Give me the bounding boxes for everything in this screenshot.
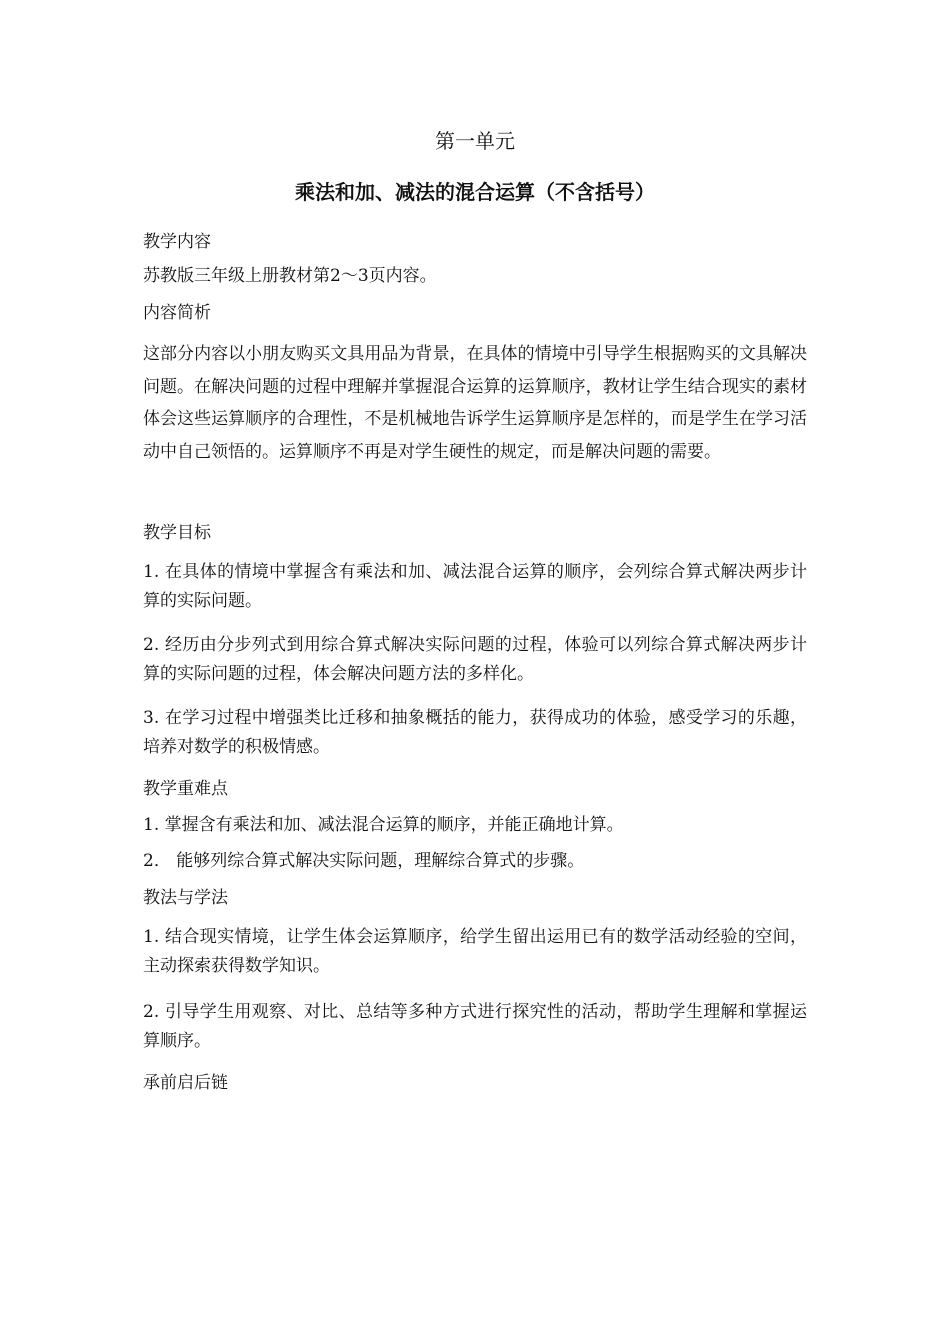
method-item-2: 2. 引导学生用观察、对比、总结等多种方式进行探究性的活动，帮助学生理解和掌握运算顺序。 xyxy=(143,1002,807,1051)
section-heading-key-points: 教学重难点 xyxy=(143,779,228,799)
goal-item-3: 3. 在学习过程中增强类比迁移和抽象概括的能力，获得成功的体验，感受学习的乐趣，培养对数学的积极情感。 xyxy=(143,708,807,757)
method-item-1: 1. 结合现实情境，让学生体会运算顺序，给学生留出运用已有的数学活动经验的空间，主动探索获得数学知识。 xyxy=(143,927,807,976)
goal-item-1: 1. 在具体的情境中掌握含有乘法和加、减法混合运算的顺序，会列综合算式解决两步计算的实际问题。 xyxy=(143,562,807,611)
content-text: 苏教版三年级上册教材第2～3页内容。 xyxy=(143,266,437,286)
goal-item-2: 2. 经历由分步列式到用综合算式解决实际问题的过程，体验可以列综合算式解决两步计算的实际问题的过程，体会解决问题方法的多样化。 xyxy=(143,635,807,684)
section-heading-methods: 教法与学法 xyxy=(143,888,228,908)
section-heading-goals: 教学目标 xyxy=(143,523,211,543)
key-point-item-1: 1. 掌握含有乘法和加、减法混合运算的顺序，并能正确地计算。 xyxy=(143,815,624,835)
key-point-item-2: 2． 能够列综合算式解决实际问题，理解综合算式的步骤。 xyxy=(143,851,585,871)
lesson-title: 乘法和加、减法的混合运算（不含括号） xyxy=(295,180,655,204)
section-heading-analysis: 内容简析 xyxy=(143,303,211,323)
unit-title: 第一单元 xyxy=(435,129,515,153)
section-heading-links: 承前启后链 xyxy=(143,1073,228,1093)
section-heading-content: 教学内容 xyxy=(143,232,211,252)
analysis-paragraph: 这部分内容以小朋友购买文具用品为背景，在具体的情境中引导学生根据购买的文具解决问题。在解决问题的过程中理解并掌握混合运算的运算顺序，教材让学生结合现实的素材体会这些运算顺序的合理性，不是机械地告诉学生运算顺序是怎样的，而是学生在学习活动中自己领悟的。运算顺序不再是对学生硬性的规定，而是解决问题的需要。 xyxy=(143,344,807,462)
